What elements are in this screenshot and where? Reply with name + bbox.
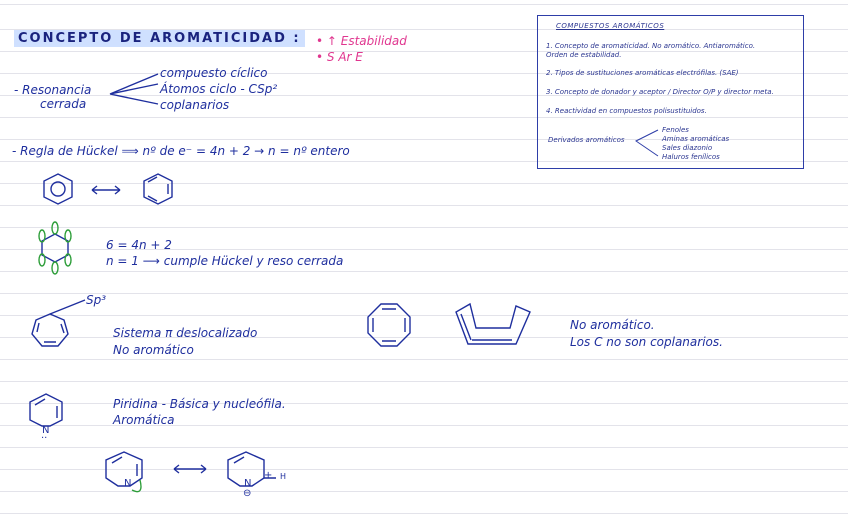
- no-aromatico-1: No aromático.: [570, 318, 655, 332]
- piridina-line-1: Piridina - Básica y nucleófila.: [113, 397, 286, 411]
- resonancia-item-2: Átomos ciclo - CSp²: [160, 82, 278, 96]
- resonance-arrow: [172, 462, 208, 476]
- negative-charge: ⊖: [243, 488, 252, 499]
- box-item-2: 2. Tipos de sustituciones aromáticas electrófilas. (SAE): [546, 69, 739, 77]
- no-aromatico-2: Los C no son coplanarios.: [570, 335, 723, 349]
- branch-bracket: [108, 72, 160, 106]
- positive-charge: +: [264, 470, 273, 481]
- orbital-benzene-drawing: [30, 222, 80, 272]
- cyclooctatetraene-flat-drawing: [366, 302, 412, 348]
- derivado-2: Aminas aromáticas: [662, 135, 730, 143]
- sistema-line-2: No aromático: [113, 343, 194, 357]
- pyridine-n: N: [42, 425, 50, 436]
- huckel-rule: - Regla de Hückel ⟹ nº de e⁻ = 4n + 2 → n = nº entero: [12, 144, 350, 158]
- cycloheptatriene-drawing: [30, 298, 90, 350]
- sistema-line-1: Sistema π deslocalizado: [113, 326, 258, 340]
- box-heading: COMPUESTOS AROMÁTICOS: [556, 22, 665, 30]
- pyridine-n-right: N: [244, 478, 252, 489]
- piridina-line-2: Aromática: [113, 413, 175, 427]
- derivados-bracket: [634, 128, 660, 158]
- box-item-1: 1. Concepto de aromaticidad. No aromático. Antiaromático.: [546, 42, 756, 50]
- summary-box: [537, 15, 804, 169]
- sp3-label: Sp³: [86, 293, 107, 307]
- benzene-resonance-drawing: [40, 172, 180, 208]
- lone-pair: ··: [41, 433, 48, 444]
- resonancia-item-1: compuesto cíclico: [160, 66, 268, 80]
- resonancia-item-3: coplanarios: [160, 98, 230, 112]
- box-item-1b: Orden de estabilidad.: [546, 51, 622, 59]
- box-item-4: 4. Reactividad en compuestos polisustituidos.: [546, 107, 707, 115]
- pyridine-n-left: N: [124, 478, 132, 489]
- derivado-1: Fenoles: [662, 126, 689, 134]
- derivados-label: Derivados aromáticos: [548, 136, 625, 144]
- note-estabilidad: • ↑ Estabilidad: [316, 34, 407, 48]
- cyclooctatetraene-tub-drawing: [454, 300, 532, 348]
- box-item-3: 3. Concepto de donador y aceptor / Director O/P y director meta.: [546, 88, 774, 96]
- hydrogen-label: H: [280, 472, 287, 481]
- huckel-calc-1: 6 = 4n + 2: [106, 238, 172, 252]
- derivado-3: Sales diazonio: [662, 144, 713, 152]
- page-title: CONCEPTO DE AROMATICIDAD :: [14, 30, 305, 47]
- pyridine-resonance-left-drawing: [104, 450, 158, 500]
- note-saer: • S Ar E: [316, 50, 363, 64]
- pyridine-drawing: [28, 392, 74, 442]
- derivado-4: Haluros fenílicos: [662, 153, 720, 161]
- huckel-calc-2: n = 1 ⟶ cumple Hückel y reso cerrada: [106, 254, 344, 268]
- cerrada-label: cerrada: [40, 97, 87, 111]
- resonancia-label: - Resonancia: [14, 83, 92, 97]
